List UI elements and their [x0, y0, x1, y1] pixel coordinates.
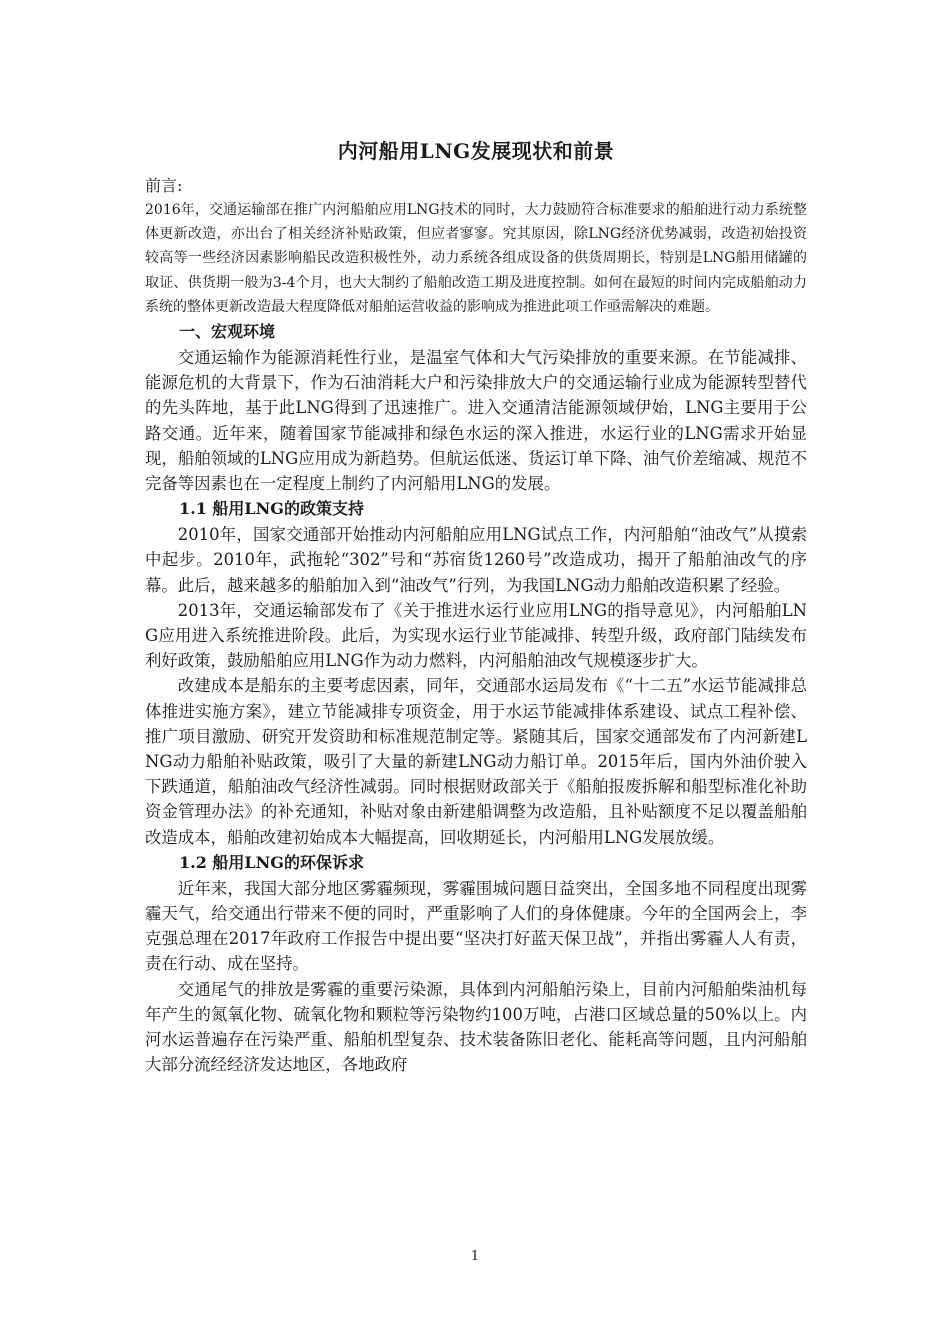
- body-paragraph: 近年来，我国大部分地区雾霾频现，雾霾围城问题日益突出，全国多地不同程度出现雾霾天气，给交通出行带来不便的同时，严重影响了人们的身体健康。今年的全国两会上，李克强总理在2017年政府工作报告中提出要“坚决打好蓝天保卫战”，并指出雾霾人人有责，责在行动、成在坚持。: [145, 878, 807, 974]
- body-paragraph: 交通尾气的排放是雾霾的重要污染源，具体到内河船舶污染上，目前内河船舶柴油机每年产生的氮氧化物、硫氧化物和颗粒等污染物约100万吨，占港口区域总量的50%以上。内河水运普遍存在污染严重、船舶机型复杂、技术装备陈旧老化、能耗高等问题，且内河船舶大部分流经经济发达地区，各地政府: [145, 979, 807, 1075]
- page-number: 1: [470, 1249, 480, 1264]
- section-heading-environmental-demand: 1.2 船用LNG的环保诉求: [179, 852, 364, 872]
- body-paragraph: 交通运输作为能源消耗性行业，是温室气体和大气污染排放的重要来源。在节能减排、能源危机的大背景下，作为石油消耗大户和污染排放大户的交通运输行业成为能源转型替代的先头阵地，基于此LNG得到了迅速推广。进入交通清洁能源领域伊始，LNG主要用于公路交通。近年来，随着国家节能减排和绿色水运的深入推进，水运行业的LNG需求开始显现，船舶领域的LNG应用成为新趋势。但航运低迷、货运订单下降、油气价差缩减、规范不完备等因素也在一定程度上制约了内河船用LNG的发展。: [145, 348, 807, 494]
- document-title: 内河船用LNG发展现状和前景: [337, 139, 615, 163]
- body-paragraph: 改建成本是船东的主要考虑因素，同年，交通部水运局发布《“十二五”水运节能减排总体推进实施方案》，建立节能减排专项资金，用于水运节能减排体系建设、试点工程补偿、推广项目激励、研究开发资助和标准规范制定等。紧随其后，国家交通部发布了内河新建LNG动力船舶补贴政策，吸引了大量的新建LNG动力船订单。2015年后，国内外油价驶入下跌通道，船舶油改气经济性减弱。同时根据财政部关于《船舶报废拆解和船型标准化补助资金管理办法》的补充通知，补贴对象由新建船调整为改造船，且补贴额度不足以覆盖船舶改造成本，船舶改建初始成本大幅提高，回收期延长，内河船用LNG发展放缓。: [145, 676, 807, 847]
- section-heading-macro-environment: 一、宏观环境: [179, 322, 276, 342]
- preface-text: 2016年，交通运输部在推广内河船舶应用LNG技术的同时，大力鼓励符合标准要求的船舶进行动力系统整体更新改造，亦出台了相关经济补贴政策，但应者寥寥。究其原因，除LNG经济优势减弱，改造初始投资较高等一些经济因素影响船民改造积极性外，动力系统各组成设备的供货周期长，特别是LNG船用储罐的取证、供货期一般为3-4个月，也大大制约了船舶改造工期及进度控制。如何在最短的时间内完成船舶动力系统的整体更新改造最大程度降低对船舶运营收益的影响成为推进此项工作亟需解决的难题。: [145, 202, 807, 315]
- section-heading-policy-support: 1.1 船用LNG的政策支持: [179, 499, 364, 519]
- body-paragraph: 2013年，交通运输部发布了《关于推进水运行业应用LNG的指导意见》，内河船舶LNG应用进入系统推进阶段。此后，为实现水运行业节能减排、转型升级，政府部门陆续发布利好政策，鼓励船舶应用LNG作为动力燃料，内河船舶油改气规模逐步扩大。: [145, 600, 807, 671]
- body-paragraph: 2010年，国家交通部开始推动内河船舶应用LNG试点工作，内河船舶“油改气”从摸索中起步。2010年，武拖轮“302”号和“苏宿货1260号”改造成功，揭开了船舶油改气的序幕。此后，越来越多的船舶加入到“油改气”行列，为我国LNG动力船舶改造积累了经验。: [145, 525, 807, 595]
- preface-label: 前言:: [145, 176, 183, 195]
- page-content: [145, 134, 807, 1078]
